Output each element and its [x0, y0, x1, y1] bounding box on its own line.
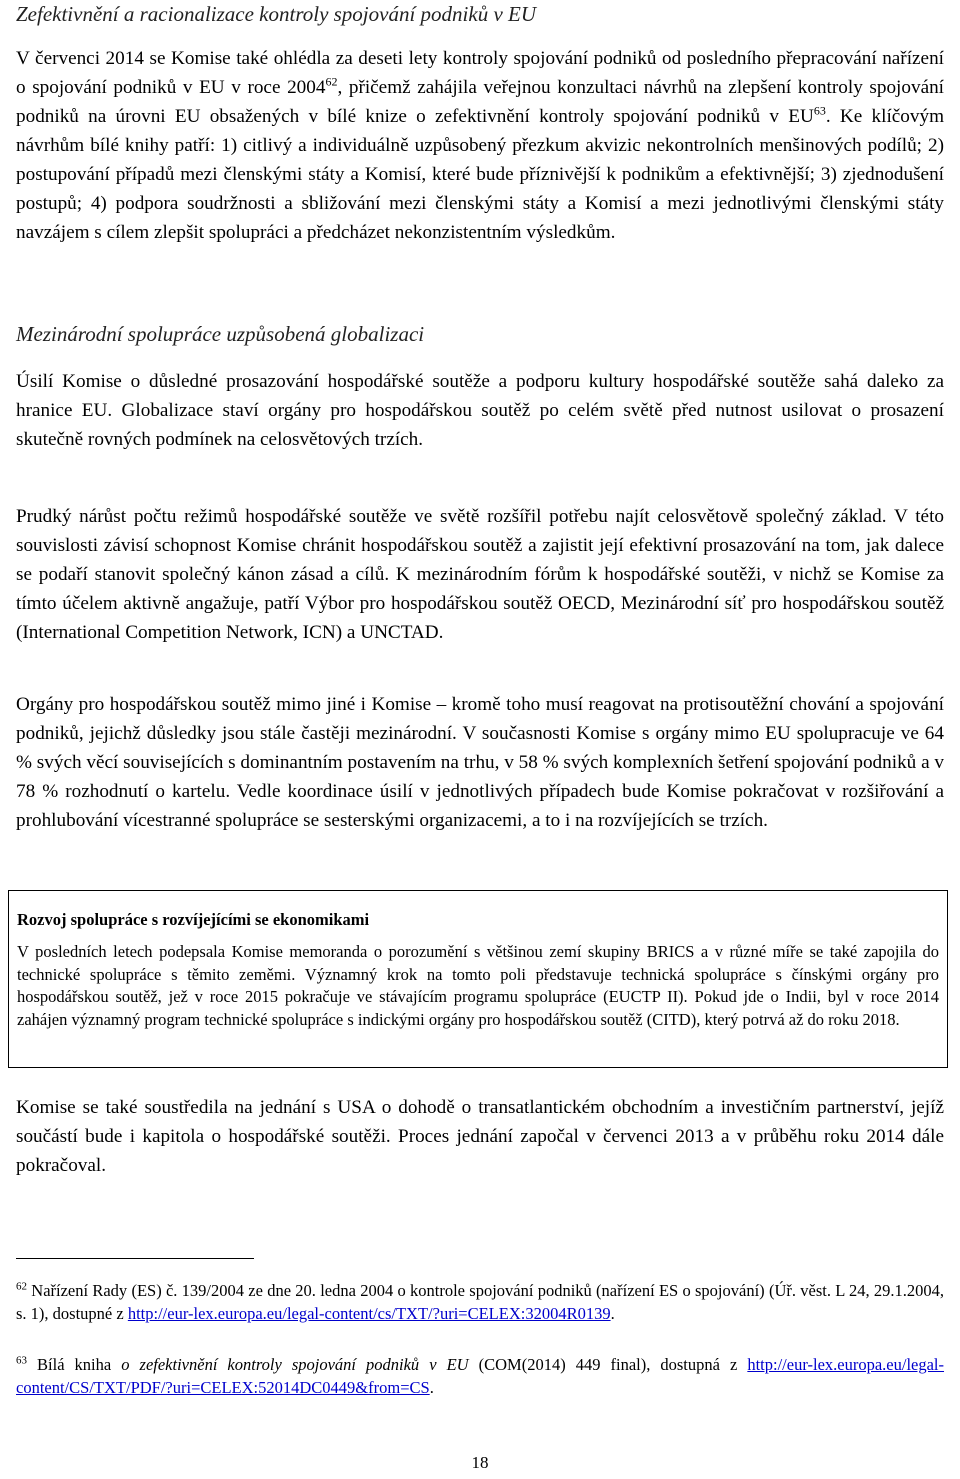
- footnote-ref-63[interactable]: 63: [813, 103, 826, 118]
- info-box-emerging-economies: [8, 890, 948, 1068]
- info-box-text: V posledních letech podepsala Komise memoranda o porozumění s většinou zemí skupiny BRICS a v různé míře se také zapojila do technické spolupráce s těmito zeměmi. Významný krok na tomto poli představuje technická spolupráce s čínskými orgány pro hospodářskou soutěž, jež v roce 2015 pokračuje ve stávajícím programu spolupráce (EUCTP II). Pokud jde o Indii, byl v roce 2014 zahájen významný program technické spolupráce s indickými orgány pro hospodářskou soutěž (CITD), který potrvá až do roku 2018.: [17, 942, 939, 1029]
- footnote-62: [16, 1280, 944, 1325]
- footnote-text: (COM(2014) 449 final), dostupná z: [468, 1355, 748, 1374]
- paragraph-text: . Ke klíčovým návrhům bílé knihy patří: 1) citlivý a individuálně uzpůsobený přezkum akvizic nekontrolních menšinových podílů; 2) postupování případů mezi členskými státy a Komisí, které bude příznivější k podnikům a efektivnější; 3) zjednodušení postupů; 4) podpora soudržnosti a sbližování mezi členskými státy a Komisí a mezi jednotlivými členskými státy navzájem s cílem zlepšit spolupráci a předcházet nekonzistentním výsledkům.: [16, 106, 944, 243]
- paragraph-ttip: Komise se také soustředila na jednání s USA o dohodě o transatlantickém obchodním a investičním partnerství, jejíž součástí bude i kapitola o hospodářské soutěži. Proces jednání započal v červenci 2013 a v průběhu roku 2014 dále pokračoval.: [16, 1097, 944, 1176]
- paragraph-merger-review: [16, 44, 944, 247]
- section-heading-international-cooperation: Mezinárodní spolupráce uzpůsobená globalizaci: [16, 322, 425, 346]
- footnote-link-63[interactable]: http://eur-lex.europa.eu/legal-content/CS/TXT/PDF/?uri=CELEX:52014DC0449&from=CS: [16, 1355, 945, 1397]
- paragraph-text: , přičemž zahájila veřejnou konzultaci návrhů na zlepšení kontroly spojování podniků na úrovni EU obsažených v bílé knize o zefektivnění kontroly spojování podniků v EU: [16, 77, 945, 127]
- paragraph-cooperation-stats: Orgány pro hospodářskou soutěž mimo jiné i Komise – kromě toho musí reagovat na protisoutěžní chování a spojování podniků, jejichž důsledky jsou stále častěji mezinárodní. V současnosti Komise s orgány mimo EU spolupracuje ve 64 % svých věcí souvisejících s dominantním postavením na trhu, v 58 % svých komplexních šetření spojování podniků a v 78 % rozhodnutí o kartelu. Vedle koordinace úsilí v jednotlivých případech bude Komise pokračovat v rozšiřování a prohlubování vícestranné spolupráce se sesterskými organizacemi, a to i na rozvíjejících se trzích.: [16, 694, 944, 831]
- footnote-number: 62: [16, 1280, 27, 1293]
- footnote-text-end: .: [610, 1303, 615, 1323]
- footnote-text: Bílá kniha: [27, 1355, 122, 1374]
- footnote-text: Nařízení Rady (ES) č. 139/2004 ze dne 20. ledna 2004 o kontrole spojování podniků (nařízení ES o spojování) (Úř. věst. L 24, 29.1.2004, s. 1), dostupné z: [16, 1281, 944, 1323]
- footnote-italic-title: o zefektivnění kontroly spojování podniků v EU: [121, 1355, 469, 1374]
- paragraph-globalization: Úsilí Komise o důsledné prosazování hospodářské soutěže a podporu kultury hospodářské soutěže sahá daleko za hranice EU. Globalizace staví orgány pro hospodářskou soutěž po celém světě před nutnost usilovat o prosazení skutečně rovných podmínek na celosvětových trzích.: [16, 371, 944, 450]
- paragraph-text: V červenci 2014 se Komise také ohlédla za deseti lety kontroly spojování podniků od posledního přepracování nařízení o spojování podniků v EU v roce 2004: [16, 48, 944, 98]
- footnote-63: [16, 1354, 944, 1399]
- footnote-number: 63: [16, 1354, 27, 1367]
- footnote-text-end: .: [429, 1377, 434, 1397]
- info-box-title: Rozvoj spolupráce s rozvíjejícími se ekonomikami: [17, 910, 370, 929]
- paragraph-competition-regimes: Prudký nárůst počtu režimů hospodářské soutěže ve světě rozšířil potřebu najít celosvětově společný základ. V této souvislosti závisí schopnost Komise chránit hospodářskou soutěž a zajistit její efektivní prosazování na tom, jak dalece se podaří stanovit společný kánon zásad a cílů. K mezinárodním fórům k hospodářské soutěži, v nichž se Komise za tímto účelem aktivně angažuje, patří Výbor pro hospodářskou soutěž OECD, Mezinárodní síť pro hospodářskou soutěž (International Competition Network, ICN) a UNCTAD.: [16, 506, 944, 643]
- footnote-link-62[interactable]: http://eur-lex.europa.eu/legal-content/cs/TXT/?uri=CELEX:32004R0139: [127, 1303, 611, 1323]
- section-heading-merger-control: Zefektivnění a racionalizace kontroly spojování podniků v EU: [16, 2, 537, 26]
- footnote-ref-62[interactable]: 62: [325, 74, 338, 89]
- page-number: 18: [471, 1453, 489, 1472]
- footnote-divider: [16, 1258, 254, 1259]
